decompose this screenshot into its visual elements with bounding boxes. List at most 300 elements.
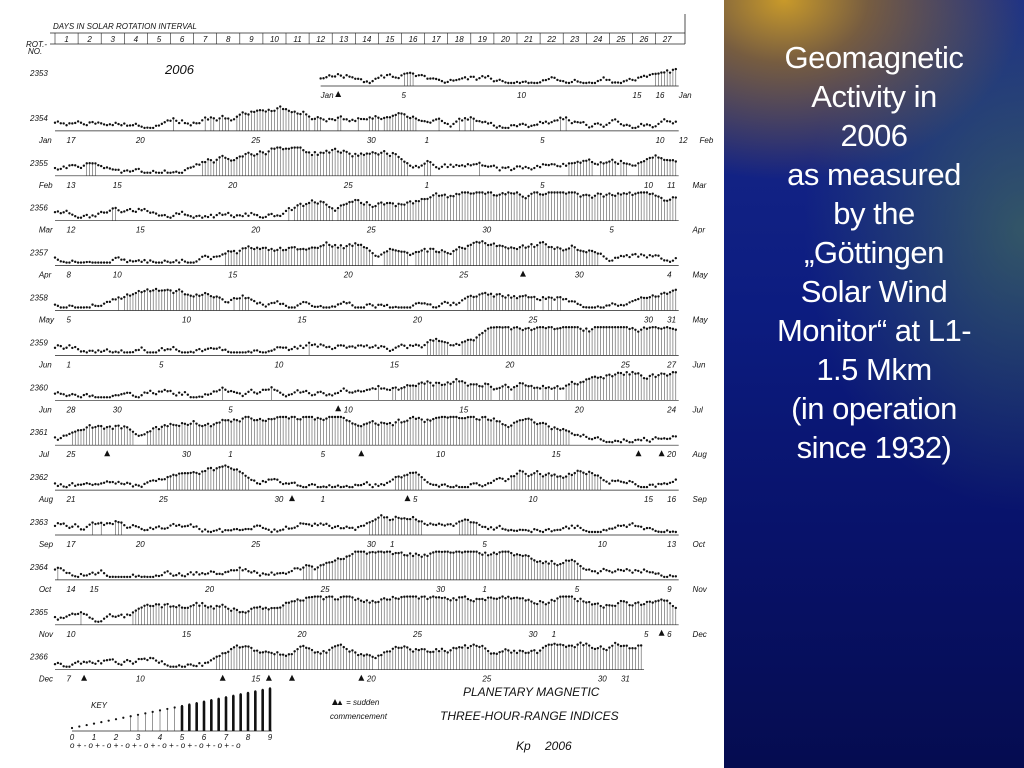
index-dot <box>412 72 414 74</box>
index-dot <box>273 110 275 112</box>
index-dot <box>605 569 607 571</box>
index-dot <box>132 524 134 526</box>
index-dot <box>192 471 194 473</box>
index-dot <box>418 344 420 346</box>
index-dot <box>357 306 359 308</box>
index-dot <box>224 419 226 421</box>
date-label: 11 <box>667 180 676 190</box>
index-dot <box>519 82 521 84</box>
index-dot <box>267 109 269 111</box>
date-label: 10 <box>655 135 665 145</box>
date-label: 15 <box>459 405 469 415</box>
index-dot <box>478 241 480 243</box>
index-dot <box>143 127 145 129</box>
index-dot <box>666 69 668 71</box>
index-dot <box>100 662 102 664</box>
index-dot <box>643 124 645 126</box>
index-dot <box>380 253 382 255</box>
index-dot <box>207 293 209 295</box>
index-dot <box>510 246 512 248</box>
index-dot <box>88 162 90 164</box>
index-dot <box>634 299 636 301</box>
index-dot <box>140 606 142 608</box>
index-dot <box>432 595 434 597</box>
index-dot <box>204 215 206 217</box>
index-dot <box>582 160 584 162</box>
index-dot <box>490 553 492 555</box>
index-dot <box>166 390 168 392</box>
index-dot <box>397 203 399 205</box>
index-dot <box>444 301 446 303</box>
index-dot <box>377 202 379 204</box>
index-dot <box>481 164 483 166</box>
footer-index: Kp <box>516 739 531 753</box>
index-dot <box>617 479 619 481</box>
index-dot <box>270 607 272 609</box>
index-dot <box>54 347 56 349</box>
index-dot <box>582 121 584 123</box>
date-label: 25 <box>158 495 168 505</box>
index-dot <box>233 391 235 393</box>
index-dot <box>178 261 180 263</box>
index-dot <box>184 525 186 527</box>
index-dot <box>112 658 114 660</box>
index-dot <box>553 298 555 300</box>
index-dot <box>314 595 316 597</box>
index-dot <box>247 570 249 572</box>
index-dot <box>435 417 437 419</box>
date-label: Oct <box>38 584 52 594</box>
index-dot <box>285 416 287 418</box>
index-dot <box>470 599 472 601</box>
date-label: 5 <box>66 315 72 325</box>
index-dot <box>296 248 298 250</box>
index-dot <box>383 251 385 253</box>
index-dot <box>597 163 599 165</box>
index-dot <box>216 605 218 607</box>
index-dot <box>380 421 382 423</box>
index-dot <box>334 75 336 77</box>
index-dot <box>253 300 255 302</box>
index-dot <box>669 120 671 122</box>
index-dot <box>637 162 639 164</box>
index-dot <box>164 603 166 605</box>
index-dot <box>510 192 512 194</box>
index-dot <box>337 416 339 418</box>
date-label: Oct <box>692 540 706 549</box>
index-dot <box>490 326 492 328</box>
index-dot <box>155 603 157 605</box>
index-dot <box>513 124 515 126</box>
index-dot <box>262 419 264 421</box>
index-dot <box>236 351 238 353</box>
index-dot <box>256 247 258 249</box>
index-dot <box>267 303 269 305</box>
index-dot <box>637 525 639 527</box>
date-label: Dec <box>38 674 54 684</box>
index-dot <box>533 472 535 474</box>
index-dot <box>548 472 550 474</box>
index-dot <box>568 191 570 193</box>
header-day-label: 7 <box>202 35 208 44</box>
index-dot <box>602 440 604 442</box>
index-dot <box>510 296 512 298</box>
index-dot <box>461 247 463 249</box>
index-dot <box>369 153 371 155</box>
key-value: 3 <box>135 733 141 742</box>
key-dot <box>122 717 124 719</box>
index-dot <box>181 172 183 174</box>
date-label: May <box>692 270 708 280</box>
index-dot <box>227 117 229 119</box>
index-dot <box>524 166 526 168</box>
index-dot <box>374 344 376 346</box>
index-dot <box>276 479 278 481</box>
index-dot <box>675 68 677 70</box>
index-dot <box>152 605 154 607</box>
index-dot <box>371 387 373 389</box>
index-dot <box>319 200 321 202</box>
index-dot <box>216 295 218 297</box>
index-dot <box>464 247 466 249</box>
index-dot <box>608 160 610 162</box>
index-dot <box>620 82 622 84</box>
index-dot <box>224 652 226 654</box>
index-dot <box>484 165 486 167</box>
title-line: 2006 <box>840 118 908 153</box>
index-dot <box>354 423 356 425</box>
index-dot <box>371 304 373 306</box>
index-dot <box>654 376 656 378</box>
key-dot <box>174 706 176 708</box>
index-dot <box>467 647 469 649</box>
index-dot <box>204 528 206 530</box>
index-dot <box>400 387 402 389</box>
index-dot <box>267 150 269 152</box>
index-dot <box>432 340 434 342</box>
date-label: 20 <box>251 225 261 235</box>
date-label: 25 <box>459 270 469 280</box>
index-dot <box>660 71 662 73</box>
index-dot <box>435 118 437 120</box>
index-dot <box>646 256 648 258</box>
index-dot <box>207 572 209 574</box>
index-dot <box>493 194 495 196</box>
index-dot <box>501 478 503 480</box>
index-dot <box>542 326 544 328</box>
index-dot <box>334 416 336 418</box>
index-dot <box>455 79 457 81</box>
index-dot <box>236 609 238 611</box>
index-dot <box>435 192 437 194</box>
index-dot <box>224 606 226 608</box>
index-dot <box>129 124 131 126</box>
index-dot <box>267 418 269 420</box>
index-dot <box>80 350 82 352</box>
rotation-number: 2366 <box>30 652 48 662</box>
index-dot <box>418 251 420 253</box>
index-dot <box>545 298 547 300</box>
index-dot <box>337 344 339 346</box>
index-dot <box>522 295 524 297</box>
index-dot <box>221 465 223 467</box>
index-dot <box>262 572 264 574</box>
index-dot <box>611 441 613 443</box>
index-dot <box>496 420 498 422</box>
index-dot <box>496 166 498 168</box>
index-dot <box>293 146 295 148</box>
index-dot <box>498 420 500 422</box>
index-dot <box>426 250 428 252</box>
index-dot <box>227 466 229 468</box>
date-label: 13 <box>667 540 677 549</box>
header-day-label: 22 <box>547 35 557 44</box>
index-dot <box>522 470 524 472</box>
index-dot <box>80 484 82 486</box>
index-dot <box>138 125 140 127</box>
index-dot <box>435 338 437 340</box>
index-dot <box>657 600 659 602</box>
index-dot <box>181 472 183 474</box>
index-dot <box>493 295 495 297</box>
index-dot <box>155 480 157 482</box>
index-dot <box>493 417 495 419</box>
index-dot <box>392 306 394 308</box>
index-dot <box>412 252 414 254</box>
index-dot <box>184 293 186 295</box>
index-dot <box>322 77 324 79</box>
index-dot <box>412 595 414 597</box>
index-dot <box>643 568 645 570</box>
index-dot <box>386 388 388 390</box>
index-dot <box>371 520 373 522</box>
rotation-number: 2362 <box>30 473 48 483</box>
index-dot <box>190 571 192 573</box>
index-dot <box>291 147 293 149</box>
index-dot <box>501 551 503 553</box>
index-dot <box>169 261 171 263</box>
index-dot <box>230 119 232 121</box>
index-dot <box>657 483 659 485</box>
index-dot <box>672 605 674 607</box>
index-dot <box>371 117 373 119</box>
index-dot <box>187 167 189 169</box>
index-dot <box>198 164 200 166</box>
index-dot <box>423 248 425 250</box>
index-dot <box>146 172 148 174</box>
index-dot <box>265 305 267 307</box>
index-dot <box>559 529 561 531</box>
index-dot <box>247 152 249 154</box>
index-dot <box>660 197 662 199</box>
index-dot <box>400 647 402 649</box>
index-dot <box>620 525 622 527</box>
index-dot <box>227 250 229 252</box>
index-dot <box>117 209 119 211</box>
index-dot <box>657 123 659 125</box>
title-line: since 1932) <box>796 430 952 465</box>
index-dot <box>602 162 604 164</box>
index-dot <box>631 371 633 373</box>
index-dot <box>522 597 524 599</box>
index-dot <box>262 351 264 353</box>
index-dot <box>412 304 414 306</box>
index-dot <box>516 248 518 250</box>
index-dot <box>195 422 197 424</box>
index-dot <box>522 382 524 384</box>
index-dot <box>253 391 255 393</box>
index-dot <box>314 568 316 570</box>
index-dot <box>582 434 584 436</box>
index-dot <box>247 350 249 352</box>
index-dot <box>478 293 480 295</box>
index-dot <box>504 326 506 328</box>
date-label: 5 <box>158 360 164 370</box>
date-label: 25 <box>366 225 376 235</box>
index-dot <box>363 390 365 392</box>
index-dot <box>126 209 128 211</box>
index-dot <box>210 347 212 349</box>
index-dot <box>403 386 405 388</box>
index-dot <box>565 429 567 431</box>
index-dot <box>374 422 376 424</box>
index-dot <box>74 662 76 664</box>
index-dot <box>516 385 518 387</box>
index-dot <box>559 563 561 565</box>
index-dot <box>244 153 246 155</box>
index-dot <box>438 251 440 253</box>
index-dot <box>663 531 665 533</box>
index-dot <box>498 79 500 81</box>
index-dot <box>576 121 578 123</box>
index-dot <box>406 595 408 597</box>
index-dot <box>403 420 405 422</box>
index-dot <box>91 303 93 305</box>
index-dot <box>415 251 417 253</box>
index-dot <box>86 393 88 395</box>
index-dot <box>666 326 668 328</box>
index-dot <box>54 256 56 258</box>
index-dot <box>146 659 148 661</box>
rotation-number: 2354 <box>30 113 48 123</box>
index-dot <box>513 247 515 249</box>
index-dot <box>149 390 151 392</box>
rotation-row <box>29 240 709 280</box>
index-dot <box>230 250 232 252</box>
index-dot <box>319 77 321 79</box>
index-dot <box>530 329 532 331</box>
index-dot <box>181 574 183 576</box>
index-dot <box>198 573 200 575</box>
index-dot <box>392 478 394 480</box>
index-dot <box>669 602 671 604</box>
index-dot <box>334 645 336 647</box>
index-dot <box>244 416 246 418</box>
index-dot <box>374 483 376 485</box>
index-dot <box>597 647 599 649</box>
index-dot <box>513 192 515 194</box>
index-dot <box>112 481 114 483</box>
index-dot <box>273 418 275 420</box>
index-dot <box>236 116 238 118</box>
index-dot <box>94 663 96 665</box>
index-dot <box>617 568 619 570</box>
index-dot <box>657 156 659 158</box>
index-dot <box>490 419 492 421</box>
index-dot <box>383 516 385 518</box>
index-dot <box>470 416 472 418</box>
index-dot <box>213 657 215 659</box>
date-label: 4 <box>667 270 672 280</box>
index-dot <box>169 289 171 291</box>
index-dot <box>201 470 203 472</box>
index-dot <box>155 393 157 395</box>
header-day-label: 5 <box>156 35 162 44</box>
index-dot <box>71 663 73 665</box>
index-dot <box>314 418 316 420</box>
index-dot <box>146 481 148 483</box>
index-dot <box>250 298 252 300</box>
index-dot <box>597 192 599 194</box>
index-dot <box>207 158 209 160</box>
index-dot <box>123 258 125 260</box>
index-dot <box>536 82 538 84</box>
index-dot <box>305 597 307 599</box>
index-dot <box>562 595 564 597</box>
index-dot <box>675 257 677 259</box>
index-dot <box>288 417 290 419</box>
index-dot <box>138 575 140 577</box>
index-dot <box>71 482 73 484</box>
index-dot <box>135 484 137 486</box>
index-dot <box>637 77 639 79</box>
index-dot <box>562 163 564 165</box>
index-dot <box>337 644 339 646</box>
index-dot <box>270 302 272 304</box>
index-dot <box>556 644 558 646</box>
index-dot <box>605 441 607 443</box>
index-dot <box>331 207 333 209</box>
rotation-row <box>29 68 692 100</box>
index-dot <box>611 528 613 530</box>
index-dot <box>415 117 417 119</box>
index-dot <box>620 304 622 306</box>
index-dot <box>614 642 616 644</box>
key-dot <box>196 702 198 704</box>
index-dot <box>588 158 590 160</box>
index-dot <box>545 243 547 245</box>
index-dot <box>91 427 93 429</box>
index-dot <box>227 651 229 653</box>
index-dot <box>386 598 388 600</box>
index-dot <box>637 644 639 646</box>
index-dot <box>351 304 353 306</box>
date-label: 10 <box>66 629 76 639</box>
index-dot <box>568 473 570 475</box>
index-dot <box>470 192 472 194</box>
index-dot <box>120 576 122 578</box>
index-dot <box>80 429 82 431</box>
rotation-row <box>29 551 708 594</box>
index-dot <box>568 383 570 385</box>
index-dot <box>649 74 651 76</box>
index-dot <box>363 423 365 425</box>
index-dot <box>129 660 131 662</box>
index-dot <box>285 108 287 110</box>
index-dot <box>218 389 220 391</box>
index-dot <box>311 416 313 418</box>
index-dot <box>337 150 339 152</box>
